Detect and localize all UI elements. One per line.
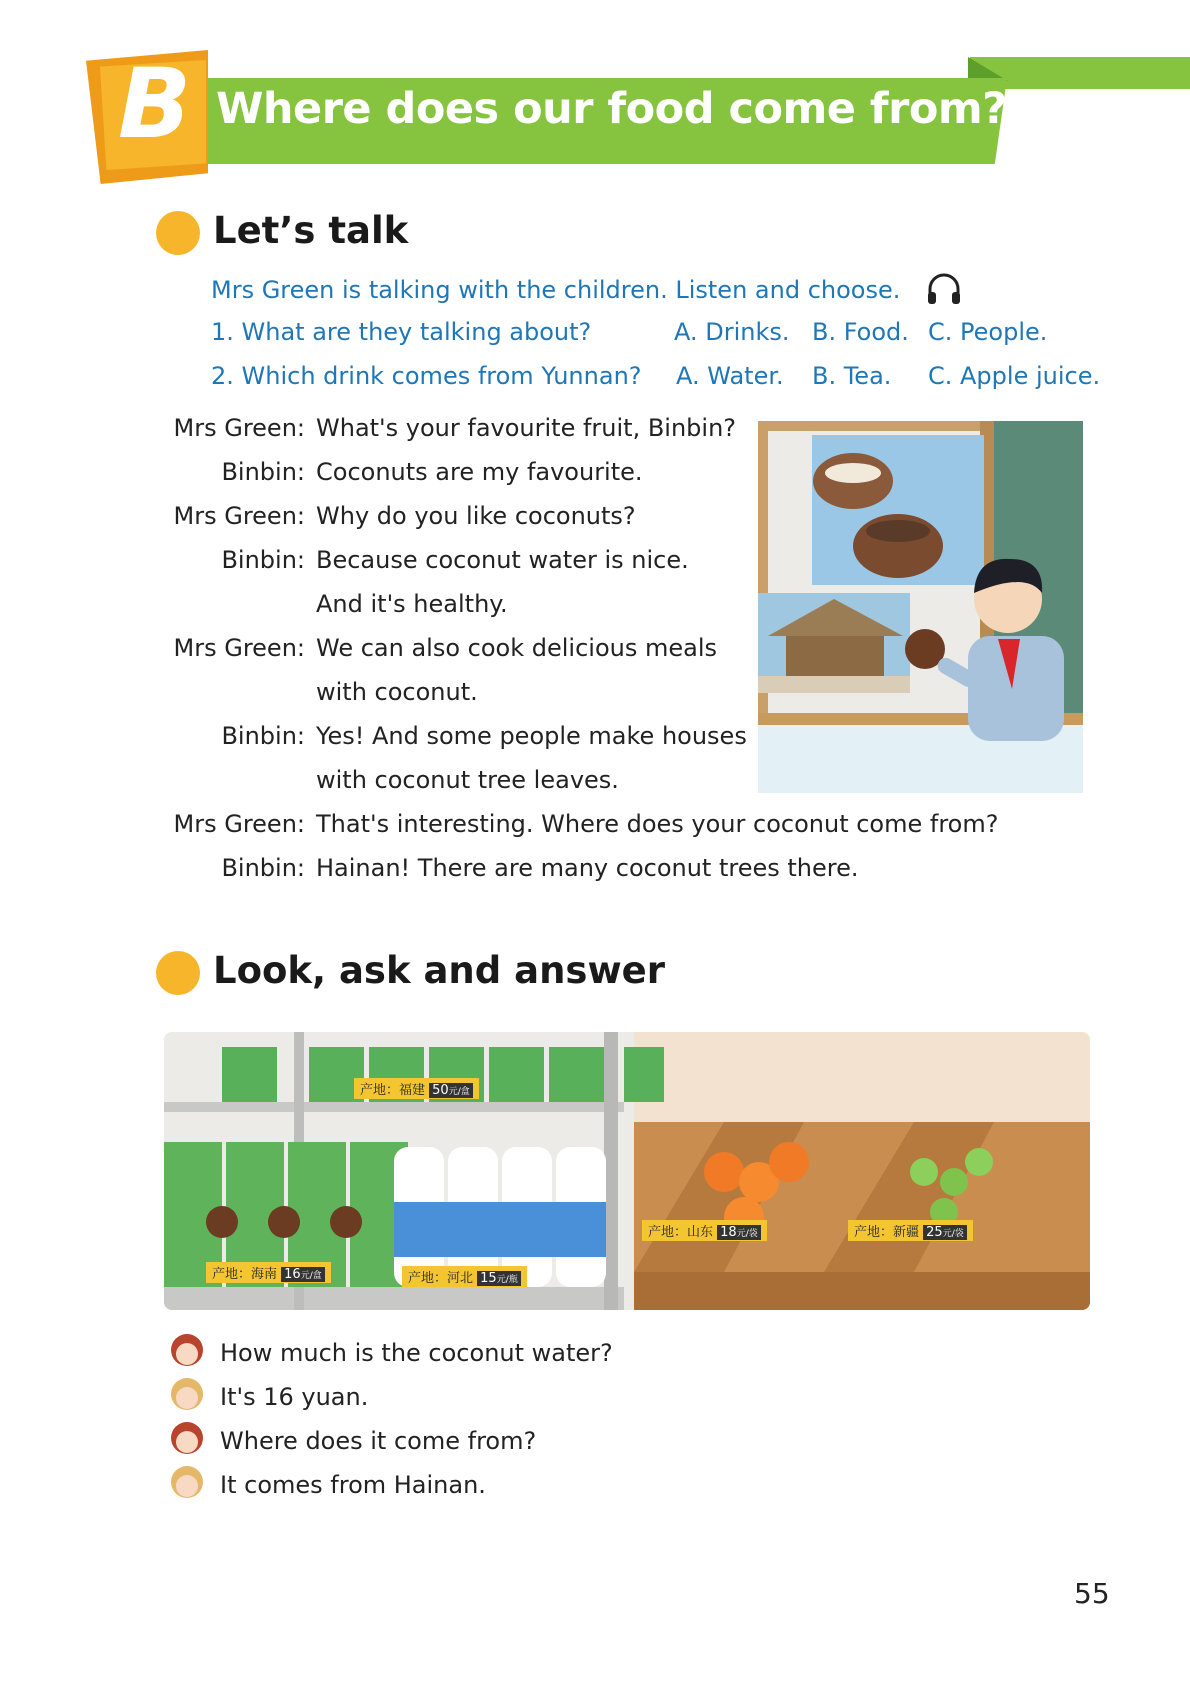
exchange-line: It comes from Hainan. bbox=[220, 1471, 486, 1499]
classroom-illustration bbox=[758, 421, 1083, 793]
question-1: 1. What are they talking about? bbox=[211, 318, 592, 346]
price-tag: 产地：山东 18元/袋 bbox=[642, 1220, 767, 1241]
price-tag: 产地：海南 16元/盒 bbox=[206, 1262, 331, 1283]
section-heading-look: Look, ask and answer bbox=[213, 949, 665, 992]
section-heading-talk: Let’s talk bbox=[213, 209, 409, 252]
dialogue-line: Why do you like coconuts? bbox=[316, 502, 636, 530]
headphones-icon[interactable] bbox=[926, 272, 962, 306]
dialogue-line: We can also cook delicious meals bbox=[316, 634, 717, 662]
dialogue-speaker: Binbin: bbox=[221, 546, 305, 574]
girl-red-hair-icon bbox=[168, 1421, 206, 1459]
dialogue-line: What's your favourite fruit, Binbin? bbox=[316, 414, 737, 442]
girl-blonde-hair-icon bbox=[168, 1465, 206, 1503]
dialogue-speaker: Binbin: bbox=[221, 722, 305, 750]
section-bullet-icon bbox=[156, 211, 200, 255]
banner-fold bbox=[968, 57, 1008, 81]
dialogue-line: Coconuts are my favourite. bbox=[316, 458, 643, 486]
dialogue-speaker: Mrs Green: bbox=[173, 502, 305, 530]
exchange-line: How much is the coconut water? bbox=[220, 1339, 613, 1367]
section-bullet-icon bbox=[156, 951, 200, 995]
dialogue-speaker: Binbin: bbox=[221, 854, 305, 882]
question-2-option-c[interactable]: C. Apple juice. bbox=[928, 362, 1101, 390]
question-2-option-b[interactable]: B. Tea. bbox=[812, 362, 892, 390]
dialogue-speaker: Mrs Green: bbox=[173, 414, 305, 442]
dialogue-speaker: Mrs Green: bbox=[173, 810, 305, 838]
price-tag: 产地：河北 15元/瓶 bbox=[402, 1266, 527, 1287]
instruction-text: Mrs Green is talking with the children. Listen and choose. bbox=[211, 276, 901, 304]
dialogue-line: Hainan! There are many coconut trees there. bbox=[316, 854, 859, 882]
girl-blonde-hair-icon bbox=[168, 1377, 206, 1415]
dialogue-line: Yes! And some people make houses bbox=[316, 722, 747, 750]
question-2: 2. Which drink comes from Yunnan? bbox=[211, 362, 642, 390]
exchange-line: It's 16 yuan. bbox=[220, 1383, 369, 1411]
price-tag: 产地：福建 50元/盒 bbox=[354, 1078, 479, 1099]
question-1-option-a[interactable]: A. Drinks. bbox=[674, 318, 790, 346]
question-1-option-b[interactable]: B. Food. bbox=[812, 318, 909, 346]
price-tag: 产地：新疆 25元/袋 bbox=[848, 1220, 973, 1241]
dialogue-speaker: Binbin: bbox=[221, 458, 305, 486]
page-number: 55 bbox=[1074, 1577, 1110, 1610]
dialogue-line: And it's healthy. bbox=[316, 590, 508, 618]
dialogue-line: That's interesting. Where does your coconut come from? bbox=[316, 810, 999, 838]
dialogue-line: Because coconut water is nice. bbox=[316, 546, 689, 574]
market-illustration bbox=[164, 1032, 1090, 1310]
page-title: Where does our food come from? bbox=[216, 84, 1007, 134]
question-2-option-a[interactable]: A. Water. bbox=[676, 362, 784, 390]
girl-red-hair-icon bbox=[168, 1333, 206, 1371]
exchange-line: Where does it come from? bbox=[220, 1427, 537, 1455]
dialogue-speaker: Mrs Green: bbox=[173, 634, 305, 662]
dialogue-line: with coconut. bbox=[316, 678, 478, 706]
dialogue-line: with coconut tree leaves. bbox=[316, 766, 619, 794]
question-1-option-c[interactable]: C. People. bbox=[928, 318, 1048, 346]
section-badge-letter: B bbox=[118, 48, 192, 160]
